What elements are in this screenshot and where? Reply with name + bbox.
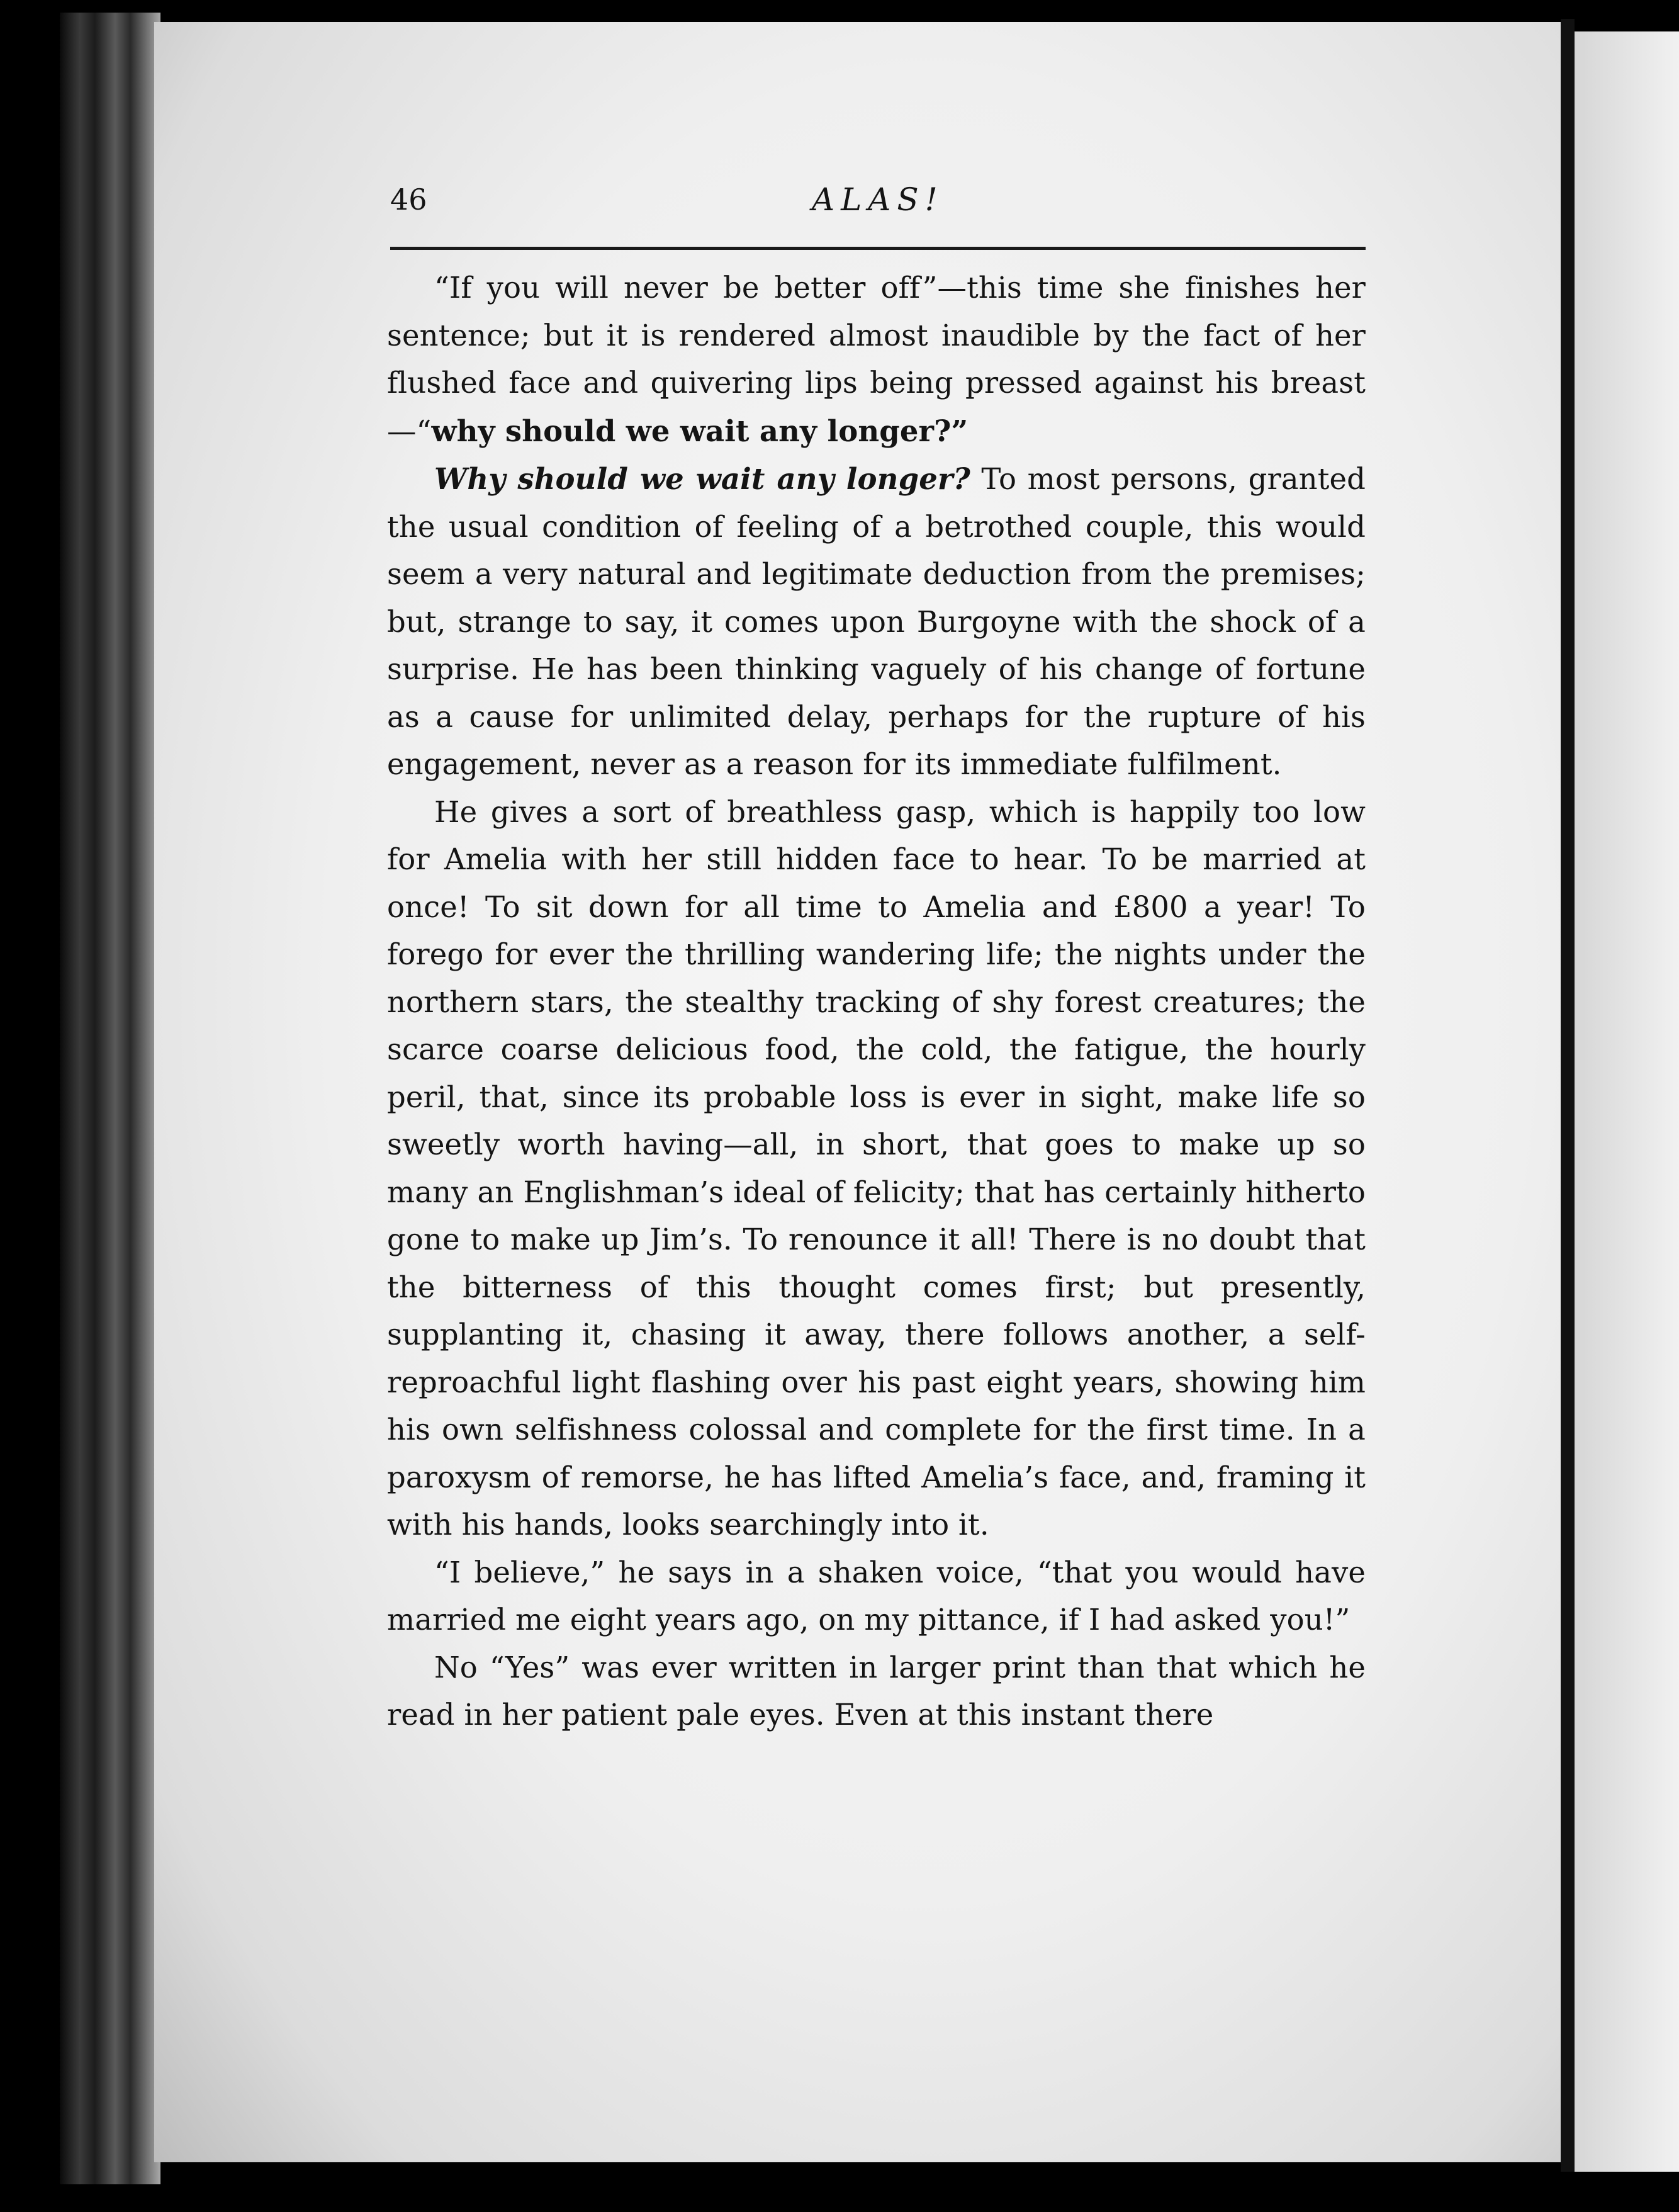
- paragraph-text-italic: Why should we wait any longer?: [434, 461, 970, 496]
- paragraph: [387, 455, 1366, 789]
- body-text: [387, 264, 1366, 1739]
- paragraph: [387, 1549, 1366, 1644]
- page-number: 46: [390, 183, 427, 217]
- header-rule: [390, 247, 1366, 250]
- page-gutter-shadow: [1561, 19, 1575, 2172]
- text-block: [371, 170, 1366, 1732]
- paragraph: [387, 264, 1366, 455]
- paragraph-text: He gives a sort of breathless gasp, which is happily too low for Amelia with her still hidden face to hear. To be married at once! To sit down for all time to Amelia and £800 a year! To forego for ever the thrilling wandering life; the nights under the northern stars, the stealthy tracking of shy forest creatures; the scarce coarse delicious food, the cold, the fatigue, the hourly peril, that, since its probable loss is ever in sight, make life so sweetly worth having—all, in short, that goes to make up so many an Englishman’s ideal of felicity; that has certainly hitherto gone to make up Jim’s. To renounce it all! There is no doubt that the bitterness of this thought comes first; but presently, supplanting it, chasing it away, there follows another, a self-reproachful light flashing over his past eight years, showing him his own selfishness colossal and complete for the first time. In a paroxysm of remorse, he has lifted Amelia’s face, and, framing it with his hands, looks searchingly into it.: [387, 794, 1366, 1542]
- paragraph: [387, 1644, 1366, 1739]
- paragraph-text: “If you will never be better off”—this time she finishes her sentence; but it is rendered almost inaudible by the fact of her flushed face and quivering lips being pressed against his breast—“: [387, 271, 1366, 448]
- paragraph-text: No “Yes” was ever written in larger print than that which he read in her patient pale eyes. Even at this instant there: [387, 1650, 1366, 1732]
- paragraph-text: “I believe,” he says in a shaken voice, “that you would have married me eight years ago, on my pittance, if I had asked you!”: [387, 1555, 1366, 1637]
- paragraph-text: To most persons, granted the usual condition of feeling of a betrothed couple, this would seem a very natural and legitimate deduction from the premises; but, strange to say, it comes upon Burgoyne with the shock of a surprise. He has been thinking vaguely of his change of fortune as a cause for unlimited delay, perhaps for the rupture of his engagement, never as a reason for its immediate fulfilment.: [387, 462, 1366, 781]
- paragraph: [387, 789, 1366, 1549]
- facing-page-edge: [1575, 31, 1679, 2172]
- running-head: [371, 170, 1366, 227]
- paragraph-text-bold: why should we wait any longer?”: [431, 413, 969, 448]
- running-title: ALAS!: [812, 181, 944, 218]
- book-spine: [60, 13, 160, 2184]
